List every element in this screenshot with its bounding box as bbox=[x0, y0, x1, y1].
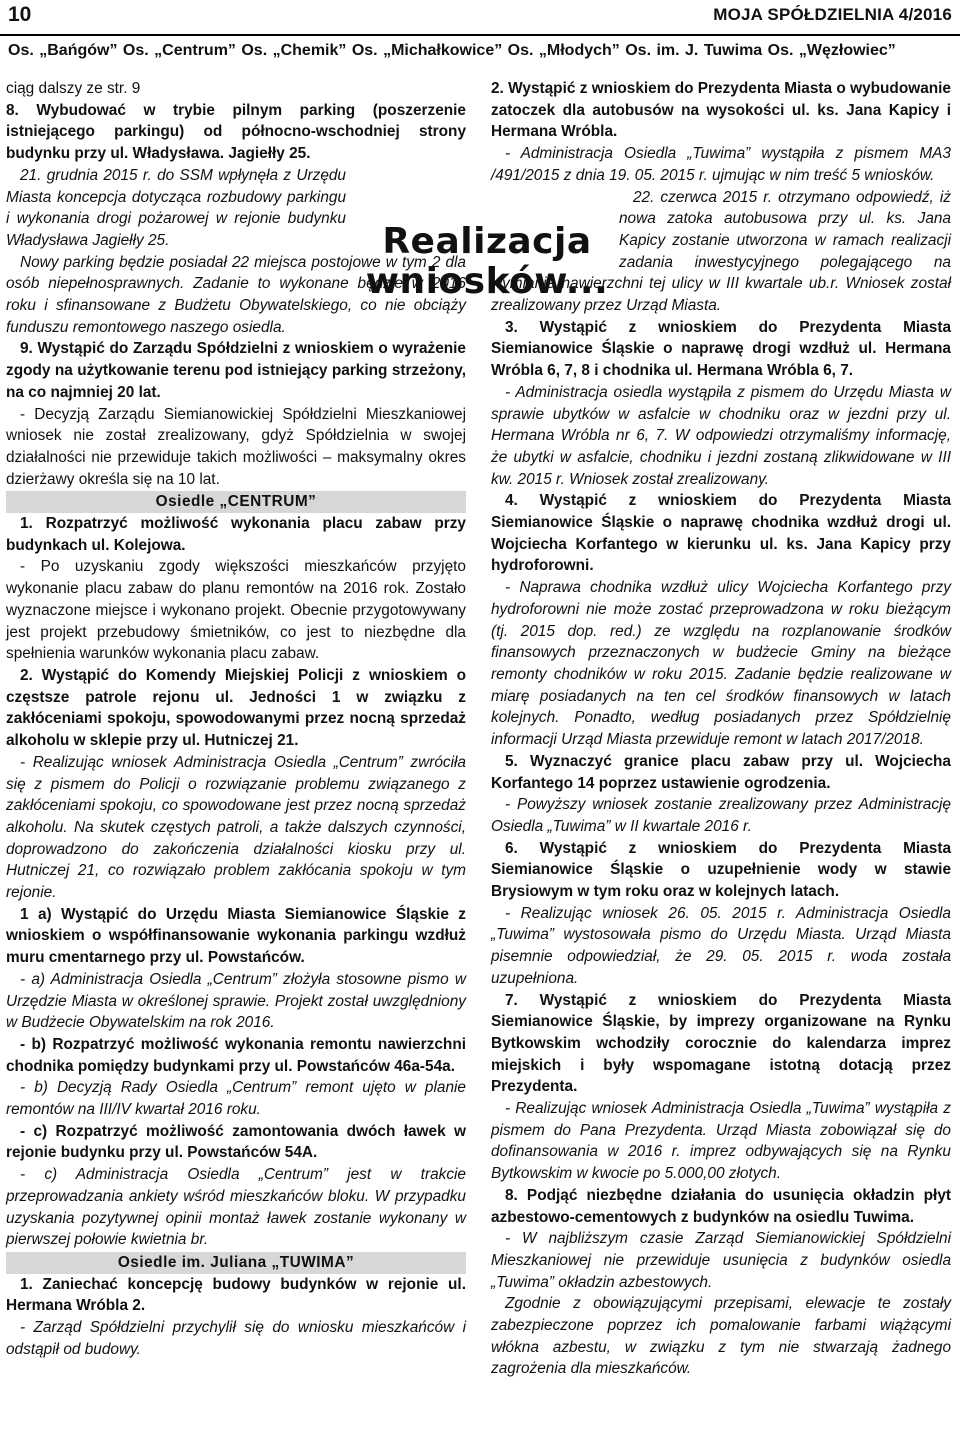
centrum-1b-body: - b) Decyzją Rady Osiedla „Centrum” remont ujęto w planie remontów na III/IV kwartał 2016 roku. bbox=[6, 1079, 466, 1119]
left-column bbox=[6, 78, 466, 1360]
centrum-2-title: 2. Wystąpić do Komendy Miejskiej Policji z wnioskiem o częstsze patrole rejonu ul. Jedności 1 w związku z zakłóceniami spokoju, spowodowanymi przez nocną sprzedaż alkoholu w sklepie przy ul. Hutniczej 21. bbox=[6, 666, 466, 750]
publication-title: MOJA SPÓŁDZIELNIA 4/2016 bbox=[713, 5, 952, 24]
right-column bbox=[491, 78, 951, 1380]
centrum-1-title: 1. Rozpatrzyć możliwość wykonania placu zabaw przy budynkach ul. Kolejowa. bbox=[6, 515, 466, 554]
centrum-1a-body: - a) Administracja Osiedla „Centrum” złożyła stosowne pismo w Urzędzie Miasta w określonej sprawie. Projekt został uwzględniony w Budżecie Obywatelskim na rok 2016. bbox=[6, 970, 466, 1032]
centrum-1a-title: 1 a) Wystąpić do Urzędu Miasta Siemianowice Śląskie z wnioskiem o współfinansowanie wykonania parkingu wzdłuż muru cmentarnego przy ul. Powstańców. bbox=[6, 905, 466, 967]
tuwima-5-title: 5. Wyznaczyć granice placu zabaw przy ul. Wojciecha Korfantego 14 poprzez ustawienie ogrodzenia. bbox=[491, 752, 951, 792]
page-number: 10 bbox=[8, 3, 32, 26]
headline-space bbox=[346, 165, 466, 247]
tuwima-7-title: 7. Wystąpić z wnioskiem do Prezydenta Miasta Siemianowice Śląskie, by imprezy organizowane na Rynku Bytkowskim wchodziły corocznie do kalendarza imprez miejskich i były wspomagane istotną dotacją przez Prezydenta. bbox=[491, 991, 951, 1096]
tuwima-7-body: - Realizując wniosek Administracja Osiedla „Tuwima” wystąpiła z pismem do Pana Prezydenta. Urząd Miasta zobowiązał się do dofinansowania w 2016 r. imprez odbywających się na Rynku Bytkowskim w kwocie po 5.000,00 złotych. bbox=[491, 1100, 951, 1183]
item-9-title: 9. Wystąpić do Zarządu Spółdzielni z wnioskiem o wyrażenie zgody na użytkowanie terenu pod istniejący parking strzeżony, na co najmniej 20 lat. bbox=[6, 340, 466, 401]
tuwima-1-title: 1. Zaniechać koncepcję budowy budynków w rejonie ul. Hermana Wróbla 2. bbox=[6, 1275, 466, 1315]
tuwima-5-body: - Powyższy wniosek zostanie zrealizowany przez Administrację Osiedla „Tuwima” w II kwartale 2016 r. bbox=[491, 796, 951, 835]
tuwima-2-title: 2. Wystąpić z wnioskiem do Prezydenta Miasta o wybudowanie zatoczek dla autobusów na wysokości ul. ks. Jana Kapicy i Hermana Wróbla. bbox=[491, 80, 951, 141]
tuwima-4-title: 4. Wystąpić z wnioskiem do Prezydenta Miasta Siemianowice Śląskie o naprawę chodnika wzdłuż drogi ul. Wojciecha Korfantego w kierunku ul. ks. Jana Kapicy przy hydroforowni. bbox=[491, 492, 951, 575]
tuwima-2-body-b: 22. czerwca 2015 r. otrzymano odpowiedź, iż nowa zatoka autobusowa przy ul. ks. Jana Kapicy zostanie utworzona w ramach realizacji zadania inwestycyjnego polegającego na wymianie nawierzchni tej ulicy w III kwartale ub.r. Wniosek został zrealizowany przez Urząd Miasta. bbox=[491, 188, 951, 315]
headline-line-2: wniosków... bbox=[365, 261, 609, 302]
centrum-2-body: - Realizując wniosek Administracja Osiedla „Centrum” zwróciła się z pismem do Policji o rozwiązanie problemu związanego z zakłóceniami spokoju, co spowodowane jest przez nocną sprzedaż alkoholu. Na skutek częstych patroli, a także dalszych czynności, doprowadzono do zakończenia działalności kiosku przy ul. Hutniczej 21, co rozwiązało problem zakłócania spokoju w tym rejonie. bbox=[6, 753, 466, 902]
centrum-1c-body: - c) Administracja Osiedla „Centrum” jest w trakcie przeprowadzania ankiety wśród mieszkańców bloku. W przypadku uzyskania pozytywnej opinii montaż ławek zostanie wykonany w pierwszej połowie kwietnia br. bbox=[6, 1166, 466, 1249]
item-8-body-b: Nowy parking będzie posiadał 22 miejsca postojowe w tym 2 dla osób niepełnosprawnych. Zadanie to wykonane będzie w 2016 roku i sfinansowane z Budżetu Obywatelskiego, co nie obciąży funduszu remontowego naszego osiedla. bbox=[6, 253, 466, 336]
tuwima-6-title: 6. Wystąpić z wnioskiem do Prezydenta Miasta Siemianowice Śląskie o uzupełnienie wody w stawie Brysiowym w tym roku oraz w kolejnych latach. bbox=[491, 839, 951, 901]
section-tuwima: Osiedle im. Juliana „TUWIMA” bbox=[6, 1252, 466, 1274]
estates-line: Os. „Bańgów” Os. „Centrum” Os. „Chemik” Os. „Michałkowice” Os. „Młodych” Os. im. J. Tuwima Os. „Węzłowiec” bbox=[8, 42, 896, 59]
tuwima-2-body-a: - Administracja Osiedla „Tuwima” wystąpiła z pismem MA3 /491/2015 z dnia 19. 05. 2015 r. ujmując w nim treść 5 wniosków. bbox=[491, 145, 951, 184]
item-8-body-a: 21. grudnia 2015 r. do SSM wpłynęła z Urzędu Miasta koncepcja dotycząca rozbudowy parkingu i wykonania drogi pożarowej w rejonie budynku Władysława Jagiełły 25. bbox=[6, 166, 346, 249]
tuwima-1-body: - Zarząd Spółdzielni przychylił się do wniosku mieszkańców i odstąpił od budowy. bbox=[6, 1319, 466, 1358]
tuwima-3-body: - Administracja osiedla wystąpiła z pismem do Urzędu Miasta w sprawie ubytków w asfalcie w chodniku oraz w jezdni przy ul. Hermana Wróbla nr 6, 7. W odpowiedzi otrzymaliśmy informację, że ubytki w asfalcie, chodniku i jezdni zostaną zlikwidowane w III kw. 2015 r. Wniosek został zrealizowany. bbox=[491, 383, 951, 488]
headline-line-1: Realizacja bbox=[382, 221, 592, 262]
tuwima-8-body-a: - W najbliższym czasie Zarząd Siemianowickiej Spółdzielni Mieszkaniowej nie przewiduje usunięcia z budynków osiedla „Tuwima” okładzin azbestowych. bbox=[491, 1230, 951, 1291]
tuwima-8-title: 8. Podjąć niezbędne działania do usunięcia okładzin płyt azbestowo-cementowych z budynków na osiedlu Tuwima. bbox=[491, 1186, 951, 1226]
centrum-1-body: - Po uzyskaniu zgody większości mieszkańców przyjęto wykonanie placu zabaw do planu remontów na 2016 rok. Zostało wyznaczone miejsce i wykonano projekt. Obecnie przygotowywany jest projekt przebudowy śmietników, co jest to niezbędne dla spełnienia warunków wykonania placu zabaw. bbox=[6, 558, 466, 663]
page-header bbox=[0, 0, 960, 36]
item-8-title: 8. Wybudować w trybie pilnym parking (poszerzenie istniejącego parkingu) od północno-wschodniej strony budynku przy ul. Władysława. Jagiełły 25. bbox=[6, 101, 466, 163]
tuwima-4-body: - Naprawa chodnika wzdłuż ulicy Wojciecha Korfantego przy hydroforowni nie może zostać przeprowadzona w roku bieżącym (tj. 2015 dop. red.) ze względu na rozplanowanie środków finansowych przeznaczonych w budżecie Gminy na bieżące remonty chodników w roku 2015. Zadanie będzie realizowane w miarę posiadanych na ten cel środków finansowych w latach kolejnych. Ponadto, według posiadanych przez Spółdzielnię informacji Urząd Miasta przewiduje remont w latach 2017/2018. bbox=[491, 579, 951, 749]
tuwima-8-body-b: Zgodnie z obowiązującymi przepisami, elewacje te zostały zabezpieczone poprzez ich pomalowanie farbami wiążącymi włókna azbestu, w związku z tym nie stwarzają żadnego zagrożenia dla mieszkańców. bbox=[491, 1295, 951, 1378]
tuwima-6-body: - Realizując wniosek 26. 05. 2015 r. Administracja Osiedla „Tuwima” wystosowała pismo do Urzędu Miasta. Urząd Miasta pisemnie odpowiedział, że 29. 05. 2015 r. woda została uzupełniona. bbox=[491, 904, 951, 987]
headline-space-right bbox=[491, 187, 619, 273]
tuwima-3-title: 3. Wystąpić z wnioskiem do Prezydenta Miasta Siemianowice Śląskie o naprawę drogi wzdłuż ul. Hermana Wróbla 6, 7, 8 i chodnika ul. Hermana Wróbla 6, 7. bbox=[491, 318, 951, 380]
section-centrum: Osiedle „CENTRUM” bbox=[6, 491, 466, 513]
continued-note: ciąg dalszy ze str. 9 bbox=[6, 80, 141, 97]
centrum-1b-title: - b) Rozpatrzyć możliwość wykonania remontu nawierzchni chodnika pomiędzy budynkami przy ul. Powstańców 46a-54a. bbox=[6, 1035, 466, 1075]
item-9-body: - Decyzją Zarządu Siemianowickiej Spółdzielni Mieszkaniowej wniosek nie został zrealizowany, gdyż Spółdzielnia w swojej działalności nie przewiduje takich możliwości – maksymalny okres dzierżawy określa się na 10 lat. bbox=[6, 405, 466, 488]
centrum-1c-title: - c) Rozpatrzyć możliwość zamontowania dwóch ławek w rejonie budynku przy ul. Powstańców 54A. bbox=[6, 1122, 466, 1162]
